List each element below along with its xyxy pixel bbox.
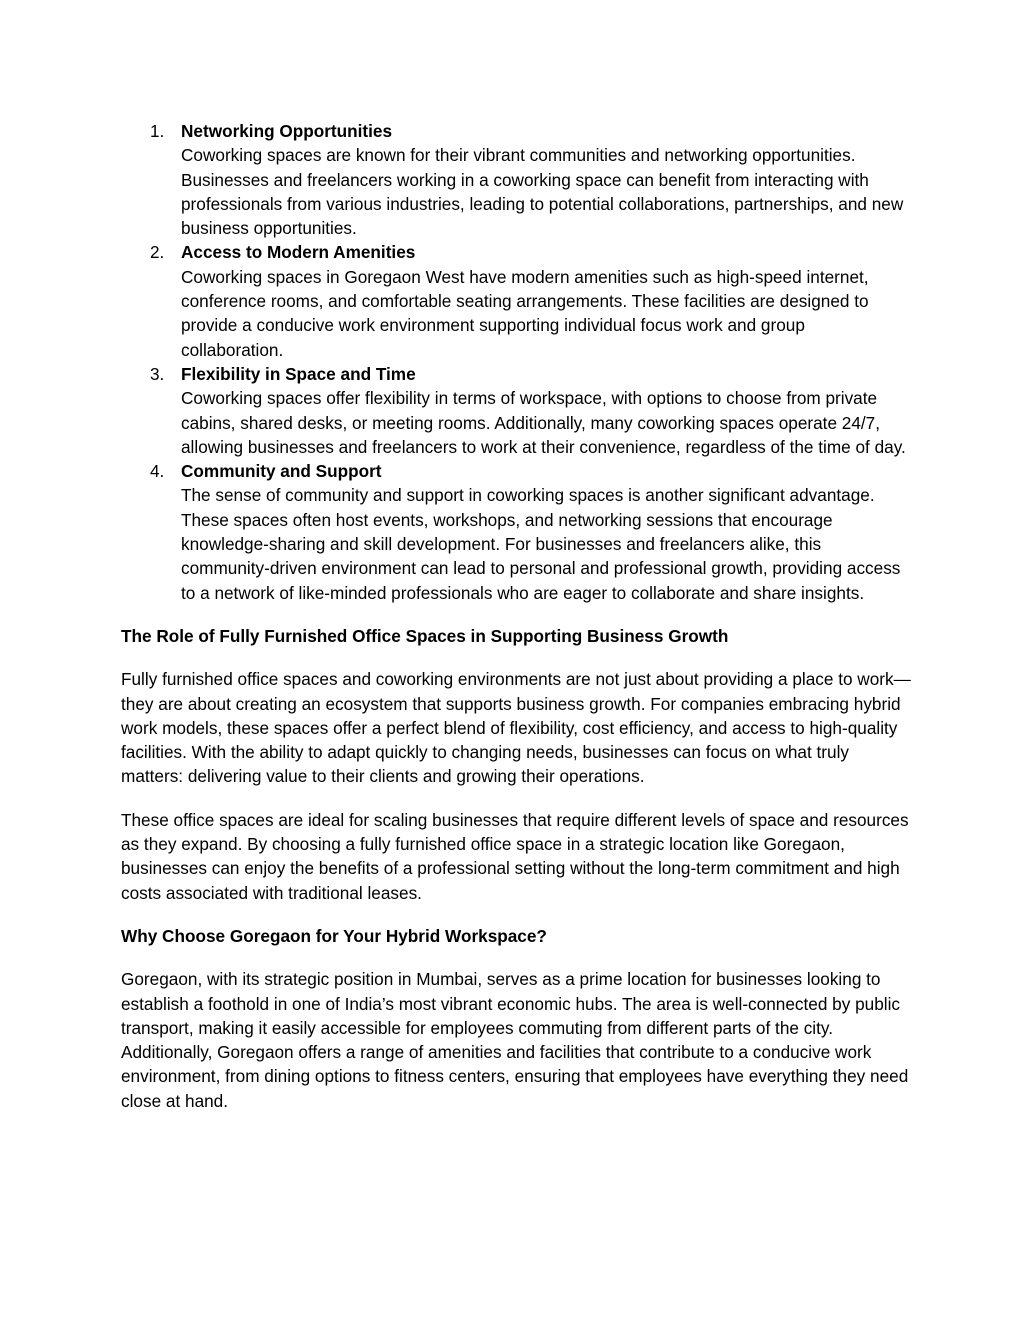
list-item-title: Community and Support [181,461,382,482]
list-item-number: 4. [150,461,165,482]
list-item-body: Coworking spaces are known for their vibrant communities and networking opportunities. Businesses and freelancers working in a coworking space can benefit from interacting with professionals from various industries, leading to potential collaborations, partnerships, and new business opportunities. [181,145,904,239]
document-content [121,119,911,1113]
list-item-number: 3. [150,363,165,384]
paragraph: These office spaces are ideal for scaling businesses that require different levels of space and resources as they expand. By choosing a fully furnished office space in a strategic location like Goregaon, businesses can enjoy the benefits of a professional setting without the long-term commitment and high costs associated with traditional leases. [121,809,909,903]
list-item [121,362,911,459]
list-item [121,119,911,240]
section-heading-business-growth: The Role of Fully Furnished Office Spaces in Supporting Business Growth [121,625,729,646]
section-heading-why-goregaon: Why Choose Goregaon for Your Hybrid Workspace? [121,925,547,946]
list-item-number: 2. [150,242,165,263]
list-item-number: 1. [150,121,165,141]
benefits-list [121,119,911,605]
list-item-body: Coworking spaces in Goregaon West have modern amenities such as high-speed internet, conference rooms, and comfortable seating arrangements. These facilities are designed to provide a conducive work environment supporting individual focus work and group collaboration. [181,266,869,360]
list-item [121,459,911,605]
list-item-title: Networking Opportunities [181,121,393,141]
list-item-body: Coworking spaces offer flexibility in terms of workspace, with options to choose from private cabins, shared desks, or meeting rooms. Additionally, many coworking spaces operate 24/7, allowing businesses and freelancers to work at their convenience, regardless of the time of day. [181,388,906,457]
list-item [121,240,911,361]
list-item-title: Access to Modern Amenities [181,242,416,263]
list-item-title: Flexibility in Space and Time [181,363,416,384]
list-item-body: The sense of community and support in coworking spaces is another significant advantage. These spaces often host events, workshops, and networking sessions that encourage knowledge-sharing and skill development. For businesses and freelancers alike, this community-driven environment can lead to personal and professional growth, providing access to a network of like-minded professionals who are eager to collaborate and share insights. [181,485,901,603]
paragraph: Goregaon, with its strategic position in Mumbai, serves as a prime location for businesses looking to establish a foothold in one of India’s most vibrant economic hubs. The area is well-connected by public transport, making it easily accessible for employees commuting from different parts of the city. Additionally, Goregaon offers a range of amenities and facilities that contribute to a conducive work environment, from dining options to fitness centers, ensuring that employees have everything they need close at hand. [121,969,909,1111]
paragraph: Fully furnished office spaces and coworking environments are not just about providing a place to work—they are about creating an ecosystem that supports business growth. For companies embracing hybrid work models, these spaces offer a perfect blend of flexibility, cost efficiency, and access to high-quality facilities. With the ability to adapt quickly to changing needs, businesses can focus on what truly matters: delivering value to their clients and growing their operations. [121,669,911,787]
